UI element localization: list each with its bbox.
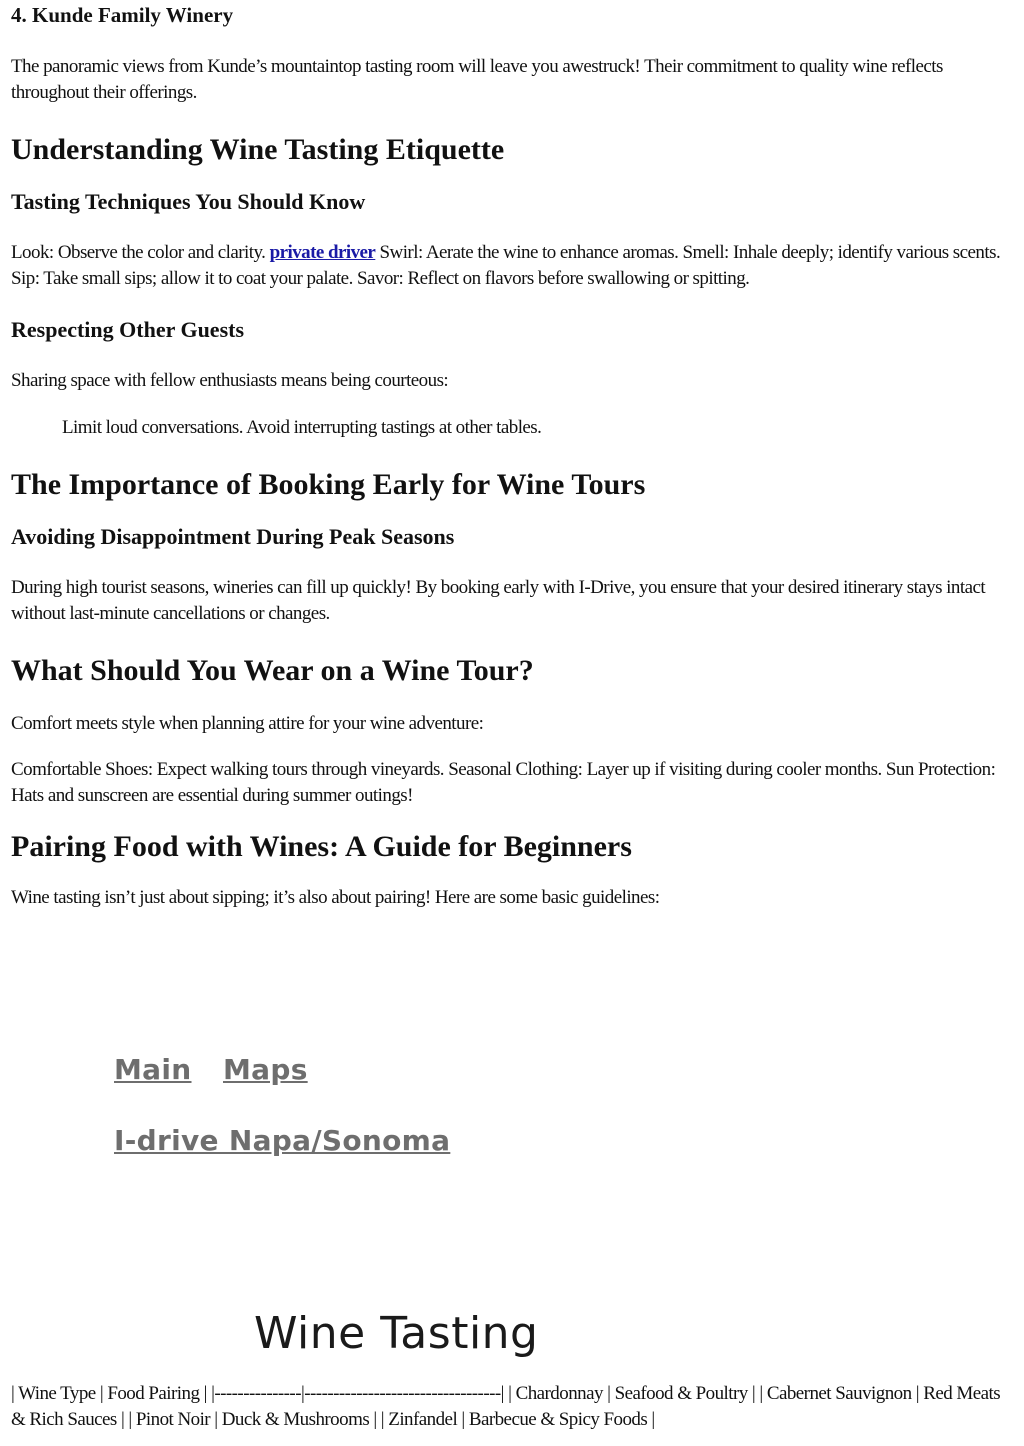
pairing-paragraph: Wine tasting isn’t just about sipping; it’s also about pairing! Here are some basic guidelines: xyxy=(11,887,660,908)
wine-tasting-title: Wine Tasting xyxy=(254,1308,539,1359)
respecting-indented-list: Limit loud conversations. Avoid interrupting tastings at other tables. xyxy=(62,417,542,438)
private-driver-link[interactable]: private driver xyxy=(269,242,376,263)
article-content xyxy=(11,0,1015,911)
wear-heading: What Should You Wear on a Wine Tour? xyxy=(11,654,534,687)
respecting-paragraph: Sharing space with fellow enthusiasts means being courteous: xyxy=(11,370,449,391)
nav-maps-link[interactable]: Maps xyxy=(223,1053,308,1086)
brand-link[interactable]: I-drive Napa/Sonoma xyxy=(114,1124,451,1157)
techniques-heading: Tasting Techniques You Should Know xyxy=(11,189,366,214)
wear-paragraph: Comfort meets style when planning attire for your wine adventure: xyxy=(11,713,484,734)
kunde-heading: 4. Kunde Family Winery xyxy=(11,3,234,27)
pairing-table-text: | Wine Type | Food Pairing | |---------------|----------------------------------| | Chardonnay | Seafood & Poultry | | Cabernet Sauvignon | Red Meats & Rich Sauces | | Pinot Noir | Duck & Mushrooms | | Zinfandel | Barbecue & Spicy Foods | xyxy=(11,1383,1001,1430)
techniques-paragraph xyxy=(11,240,1015,292)
nav-main-link[interactable]: Main xyxy=(114,1053,192,1086)
booking-heading: The Importance of Booking Early for Wine Tours xyxy=(11,468,646,501)
etiquette-heading: Understanding Wine Tasting Etiquette xyxy=(11,133,505,166)
kunde-paragraph: The panoramic views from Kunde’s mountaintop tasting room will leave you awestruck! Their commitment to quality wine reflects throughout their offerings. xyxy=(11,56,943,103)
respecting-heading: Respecting Other Guests xyxy=(11,317,245,342)
pairing-heading: Pairing Food with Wines: A Guide for Beginners xyxy=(11,830,632,863)
wear-list: Comfortable Shoes: Expect walking tours through vineyards. Seasonal Clothing: Layer up if visiting during cooler months. Sun Protection: Hats and sunscreen are essential during summer outings! xyxy=(11,759,996,806)
peak-heading: Avoiding Disappointment During Peak Seasons xyxy=(11,524,455,549)
techniques-text-before-link: Look: Observe the color and clarity. xyxy=(11,242,266,263)
techniques-text-after-link: Swirl: Aerate the wine to enhance aromas. Smell: Inhale deeply; identify various scents. Sip: Take small sips; allow it to coat your palate. Savor: Reflect on flavors before swallowing or spitting. xyxy=(11,242,1001,289)
peak-paragraph: During high tourist seasons, wineries can fill up quickly! By booking early with I-Drive, you ensure that your desired itinerary stays intact without last-minute cancellations or changes. xyxy=(11,577,986,624)
